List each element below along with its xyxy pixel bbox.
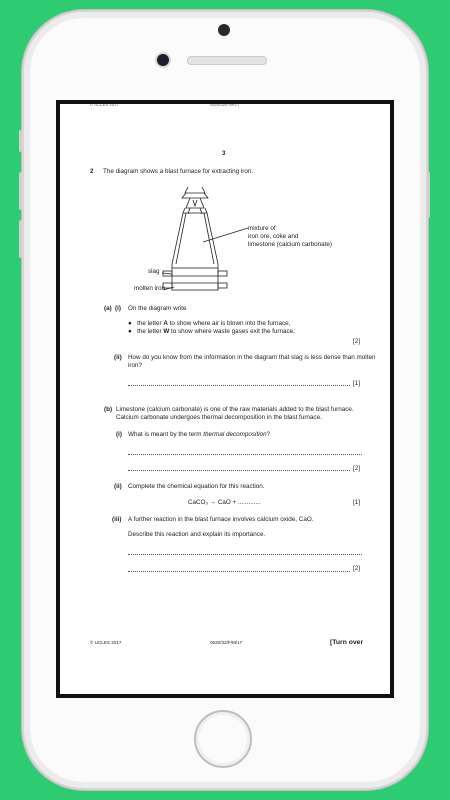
bullet-2 <box>128 328 295 337</box>
front-camera-icon <box>157 54 169 66</box>
bullet-dot-icon: ● <box>128 328 132 335</box>
answer-line[interactable] <box>128 454 362 455</box>
silent-switch <box>19 130 22 152</box>
volume-up-button <box>19 172 22 210</box>
home-button[interactable] <box>194 710 252 768</box>
label-mixture-line1: mixture of <box>248 225 276 232</box>
question-intro: The diagram shows a blast furnace for extracting iron. <box>103 168 254 175</box>
header-code: 0620/32/F/M/17 <box>210 104 240 107</box>
bullet-dot-icon: ● <box>128 320 132 327</box>
bullet-1-post: to show where air is blown into the furnace, <box>167 320 291 327</box>
answer-line[interactable] <box>128 385 350 386</box>
part-b-ii-text: Complete the chemical equation for this reaction. <box>128 483 265 490</box>
chemical-equation: CaCO₃ → CaO + ............. <box>188 499 261 506</box>
page-number: 3 <box>222 150 226 157</box>
part-b-iii-label: (iii) <box>112 516 122 523</box>
part-b-i-label: (i) <box>116 431 122 438</box>
part-a-ii-text-2: iron? <box>128 362 143 369</box>
answer-line[interactable] <box>128 554 362 555</box>
part-a-i-label: (i) <box>115 305 121 312</box>
part-b-iii-marks: [2] <box>353 565 361 572</box>
phone-screen <box>56 100 394 698</box>
part-a-ii-label: (ii) <box>114 354 122 361</box>
footer-copyright: © UCLES 2017 <box>90 640 122 645</box>
question-number: 2 <box>90 168 94 175</box>
bullet-1-pre: the letter <box>137 320 164 327</box>
bullet-2-letter: W <box>163 328 170 335</box>
earpiece-speaker <box>187 56 267 65</box>
bullet-2-post: to show where waste gases exit the furnace. <box>169 328 295 335</box>
part-b-ii-label: (ii) <box>114 483 122 490</box>
part-b-intro-1: Limestone (calcium carbonate) is one of the raw materials added to the blast furnace. <box>116 406 354 413</box>
part-a-ii-text-1: How do you know from the information in the diagram that slag is less dense than molten <box>128 354 376 361</box>
bullet-2-pre: the letter <box>137 328 164 335</box>
part-b-label: (b) <box>104 406 113 413</box>
top-sensor-icon <box>218 24 230 36</box>
label-mixture-line2: iron ore, coke and <box>248 233 299 240</box>
part-a-label: (a) <box>104 305 112 312</box>
part-a-ii-marks: [1] <box>353 380 361 387</box>
part-a-i-text: On the diagram write <box>128 305 187 312</box>
volume-down-button <box>19 220 22 258</box>
part-b-iii-text-2: Describe this reaction and explain its importance. <box>128 531 266 538</box>
part-b-i-marks: [2] <box>353 465 361 472</box>
part-b-ii-marks: [1] <box>353 499 361 506</box>
blast-furnace-diagram <box>130 184 260 296</box>
part-b-iii-text-1: A further reaction in the blast furnace involves calcium oxide, CaO. <box>128 516 314 523</box>
bullet-1-letter: A <box>163 320 168 327</box>
footer-code: 0620/32/F/M/17 <box>210 640 243 645</box>
part-b-intro-2: Calcium carbonate undergoes thermal decomposition in the blast furnace. <box>116 414 322 421</box>
part-b-i-text <box>128 431 270 440</box>
exam-page[interactable] <box>60 104 390 694</box>
header-copyright: © UCLES 2017 <box>90 104 119 107</box>
label-slag: slag <box>148 268 160 275</box>
part-b-i-text-pre: What is meant by the term <box>128 431 204 438</box>
label-mixture-line3: limestone (calcium carbonate) <box>248 241 332 248</box>
turn-over-label: [Turn over <box>330 639 364 646</box>
answer-line[interactable] <box>128 571 350 572</box>
answer-line[interactable] <box>128 470 350 471</box>
part-b-i-text-em: thermal decomposition <box>203 431 267 438</box>
part-b-i-text-post: ? <box>266 431 271 438</box>
power-button <box>427 172 430 218</box>
part-a-i-marks: [2] <box>353 338 361 345</box>
label-molten-iron: molten iron <box>134 285 166 292</box>
